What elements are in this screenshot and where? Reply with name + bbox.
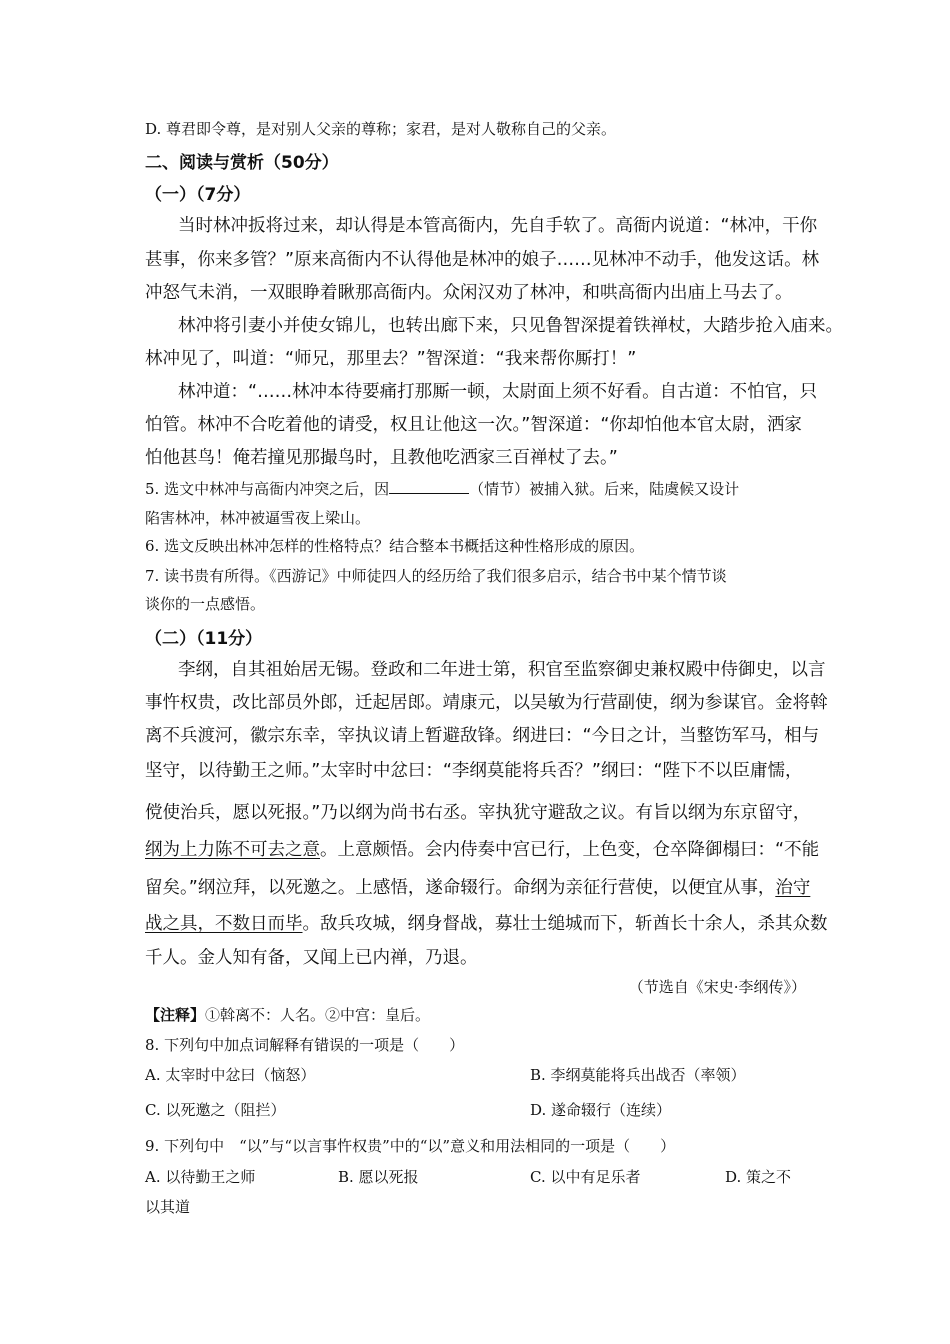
- passage-1-line: 林冲见了，叫道：“师兄，那里去？”智深道：“我来帮你厮打！”: [145, 349, 637, 369]
- question-5-part-b: （情节）被捕入狱。后来，陆虞候又设计: [469, 480, 740, 498]
- passage-2-line: [145, 910, 828, 935]
- question-6: 6. 选文反映出林冲怎样的性格特点？结合整本书概括这种性格形成的原因。: [145, 537, 645, 555]
- passage-2-text: 。上意颇悟。会内侍奏中宫已行，上色变，仓卒降御榻曰：“不能: [320, 840, 820, 860]
- section-2-title: 二、阅读与赏析（50分）: [145, 153, 339, 173]
- passage-1-line: 当时林冲扳将过来，却认得是本管高衙内，先自手软了。高衙内说道：“林冲，干你: [178, 216, 818, 236]
- passage-1-line: 甚事，你来多管？”原来高衙内不认得他是林冲的娘子……见林冲不动手，他发这话。林: [145, 250, 820, 270]
- annotation-label: 【注释】: [145, 1006, 206, 1024]
- question-9-option-b[interactable]: B. 愿以死报: [338, 1168, 419, 1186]
- passage-2-line: 离不兵渡河，徽宗东幸，宰执议请上暂避敌锋。纲进曰：“今日之计，当整饬军马，相与: [145, 726, 820, 746]
- question-7-line: 7. 读书贵有所得。《西游记》中师徒四人的经历给了我们很多启示，结合书中某个情节谈: [145, 567, 727, 585]
- passage-1-line: 林冲将引妻小并使女锦儿，也转出廊下来，只见鲁智深提着铁禅杖，大踏步抢入庙来。: [178, 316, 843, 336]
- question-9-option-c[interactable]: C. 以中有足乐者: [530, 1168, 641, 1186]
- question-8-option-c[interactable]: C. 以死邀之（阻拦）: [145, 1101, 286, 1119]
- annotation: [145, 1004, 430, 1025]
- question-8-option-b[interactable]: B. 李纲莫能将兵出战否（率领）: [530, 1066, 746, 1084]
- passage-2-line: 千人。金人知有备，又闻上已内禅，乃退。: [145, 948, 478, 968]
- passage-1-title: （一）（7分）: [145, 185, 251, 205]
- passage-2-line: [145, 874, 810, 899]
- passage-2-line: 李纲，自其祖始居无锡。登政和二年进士第，积官至监察御史兼权殿中侍御史，以言: [178, 660, 826, 680]
- passage-2-text: 留矣。”纲泣拜，以死邀之。上感悟，遂命辍行。命纲为亲征行营使，以便宜从事，: [145, 878, 776, 898]
- question-9-option-a[interactable]: A. 以待勤王之师: [145, 1168, 256, 1186]
- passage-2-line: 傥使治兵，愿以死报。”乃以纲为尚书右丞。宰执犹守避敌之议。有旨以纲为东京留守，: [145, 803, 811, 823]
- annotation-text: ①斡离不：人名。②中宫：皇后。: [205, 1006, 431, 1024]
- passage-1-line: 怕管。林冲不合吃着他的请受，权且让他这一次。”智深道：“你却怕他本官太尉，洒家: [145, 415, 802, 435]
- underlined-sentence-2-cont: 战之具，不数日而毕: [145, 914, 303, 934]
- source-citation: （节选自《宋史·李纲传》）: [628, 978, 806, 996]
- passage-2-line: 事忤权贵，改比部员外郎，迁起居郎。靖康元，以吴敏为行营副使，纲为参谋官。金将斡: [145, 693, 828, 713]
- underlined-sentence-1: 纲为上力陈不可去之意: [145, 840, 320, 860]
- passage-2-title: （二）（11分）: [145, 629, 263, 649]
- question-8-option-d[interactable]: D. 遂命辍行（连续）: [530, 1101, 672, 1119]
- passage-2-line: 坚守，以待勤王之师。”太宰时中忿曰：“李纲莫能将兵否？”纲曰：“陛下不以臣庸懦，: [145, 761, 803, 781]
- question-9-stem: 9. 下列句中 “以”与“以言事忤权贵”中的“以”意义和用法相同的一项是（ ）: [145, 1137, 676, 1155]
- passage-1-line: 怕他甚鸟！俺若撞见那撮鸟时，且教他吃洒家三百禅杖了去。”: [145, 448, 618, 468]
- passage-1-line: 冲怒气未消，一双眼睁着瞅那高衙内。众闲汉劝了林冲，和哄高衙内出庙上马去了。: [145, 283, 793, 303]
- question-8-stem: 8. 下列句中加点词解释有错误的一项是（ ）: [145, 1036, 465, 1054]
- question-8-option-a[interactable]: A. 太宰时中忿曰（恼怒）: [145, 1066, 316, 1084]
- passage-2-text: 。敌兵攻城，纲身督战，募壮士缒城而下，斩酋长十余人，杀其众数: [302, 914, 828, 934]
- question-9-option-d-cont: 以其道: [145, 1198, 191, 1216]
- question-9-option-d[interactable]: D. 策之不: [725, 1168, 792, 1186]
- question-5-blank[interactable]: [389, 479, 469, 494]
- question-5-cont: 陷害林冲，林冲被逼雪夜上梁山。: [145, 509, 371, 527]
- prev-option-d: D. 尊君即令尊，是对别人父亲的尊称；家君，是对人敬称自己的父亲。: [145, 120, 617, 138]
- passage-2-line: [145, 836, 819, 861]
- passage-1-line: 林冲道：“……林冲本待要痛打那厮一顿，太尉面上须不好看。自古道：不怕官，只: [178, 382, 818, 402]
- question-5-part-a: 5. 选文中林冲与高衙内冲突之后，因: [145, 480, 390, 498]
- underlined-sentence-2: 治守: [775, 878, 811, 898]
- question-7-line: 谈你的一点感悟。: [145, 595, 266, 613]
- question-5: [145, 478, 739, 499]
